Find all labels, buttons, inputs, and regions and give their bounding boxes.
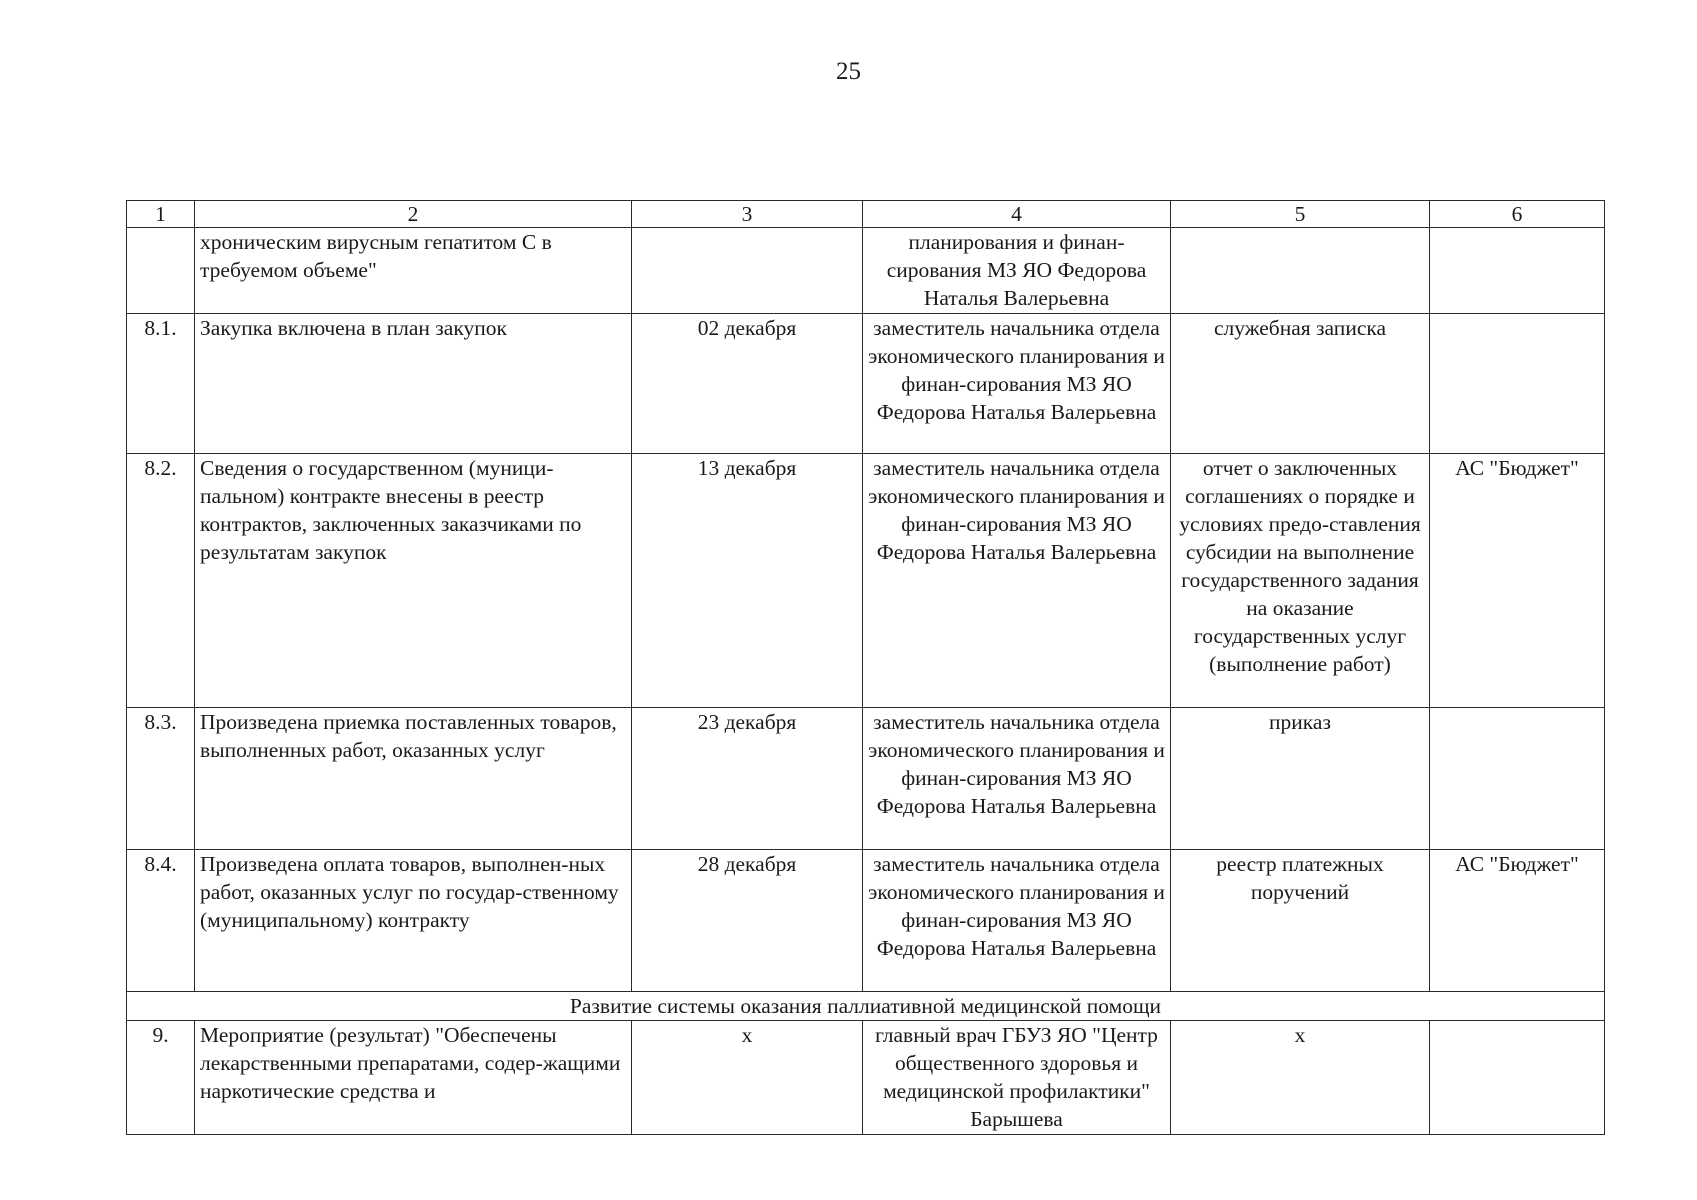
table-row: [127, 1021, 1605, 1135]
row-responsible: главный врач ГБУЗ ЯО "Центр общественного здоровья и медицинской профилактики" Барышева: [863, 1021, 1171, 1135]
section-title: Развитие системы оказания паллиативной медицинской помощи: [127, 992, 1605, 1021]
row-responsible: заместитель начальника отдела экономического планирования и финан-сирования МЗ ЯО Федорова Наталья Валерьевна: [863, 850, 1171, 992]
row-date: 23 декабря: [632, 708, 863, 850]
page-number: 25: [836, 58, 861, 85]
row-date: 02 декабря: [632, 314, 863, 454]
column-header: 1: [127, 201, 195, 228]
table-row: [127, 708, 1605, 850]
row-number: 9.: [127, 1021, 195, 1135]
row-date: [632, 228, 863, 314]
row-responsible: заместитель начальника отдела экономического планирования и финан-сирования МЗ ЯО Федорова Наталья Валерьевна: [863, 314, 1171, 454]
column-header: 3: [632, 201, 863, 228]
row-system: [1430, 1021, 1605, 1135]
row-responsible: планирования и финан-сирования МЗ ЯО Федорова Наталья Валерьевна: [863, 228, 1171, 314]
row-number: [127, 228, 195, 314]
row-date: 13 декабря: [632, 454, 863, 708]
row-description: Произведена оплата товаров, выполнен-ных работ, оказанных услуг по государ-ственному (муниципальному) контракту: [195, 850, 632, 992]
row-document: х: [1171, 1021, 1430, 1135]
row-system: [1430, 228, 1605, 314]
row-description: Сведения о государственном (муници-пальном) контракте внесены в реестр контрактов, заключенных заказчиками по результатам закупок: [195, 454, 632, 708]
row-document: служебная записка: [1171, 314, 1430, 454]
row-system: АС "Бюджет": [1430, 850, 1605, 992]
plan-table: [126, 200, 1605, 1135]
row-system: [1430, 314, 1605, 454]
row-system: АС "Бюджет": [1430, 454, 1605, 708]
row-number: 8.4.: [127, 850, 195, 992]
column-header: 5: [1171, 201, 1430, 228]
row-number: 8.2.: [127, 454, 195, 708]
section-row: [127, 992, 1605, 1021]
column-header: 4: [863, 201, 1171, 228]
table-row: [127, 454, 1605, 708]
row-date: х: [632, 1021, 863, 1135]
row-document: отчет о заключенных соглашениях о порядке и условиях предо-ставления субсидии на выполнение государственного задания на оказание государственных услуг (выполнение работ): [1171, 454, 1430, 708]
table-row: [127, 228, 1605, 314]
row-description: Мероприятие (результат) "Обеспечены лекарственными препаратами, содер-жащими наркотические средства и: [195, 1021, 632, 1135]
table-row: [127, 850, 1605, 992]
column-header: 2: [195, 201, 632, 228]
row-number: 8.1.: [127, 314, 195, 454]
row-description: хроническим вирусным гепатитом С в требуемом объеме": [195, 228, 632, 314]
row-system: [1430, 708, 1605, 850]
row-responsible: заместитель начальника отдела экономического планирования и финан-сирования МЗ ЯО Федорова Наталья Валерьевна: [863, 454, 1171, 708]
row-document: реестр платежных поручений: [1171, 850, 1430, 992]
row-description: Произведена приемка поставленных товаров, выполненных работ, оказанных услуг: [195, 708, 632, 850]
row-date: 28 декабря: [632, 850, 863, 992]
table-row: [127, 314, 1605, 454]
row-document: [1171, 228, 1430, 314]
table-header-row: [127, 201, 1605, 228]
row-document: приказ: [1171, 708, 1430, 850]
row-responsible: заместитель начальника отдела экономического планирования и финан-сирования МЗ ЯО Федорова Наталья Валерьевна: [863, 708, 1171, 850]
column-header: 6: [1430, 201, 1605, 228]
row-number: 8.3.: [127, 708, 195, 850]
row-description: Закупка включена в план закупок: [195, 314, 632, 454]
